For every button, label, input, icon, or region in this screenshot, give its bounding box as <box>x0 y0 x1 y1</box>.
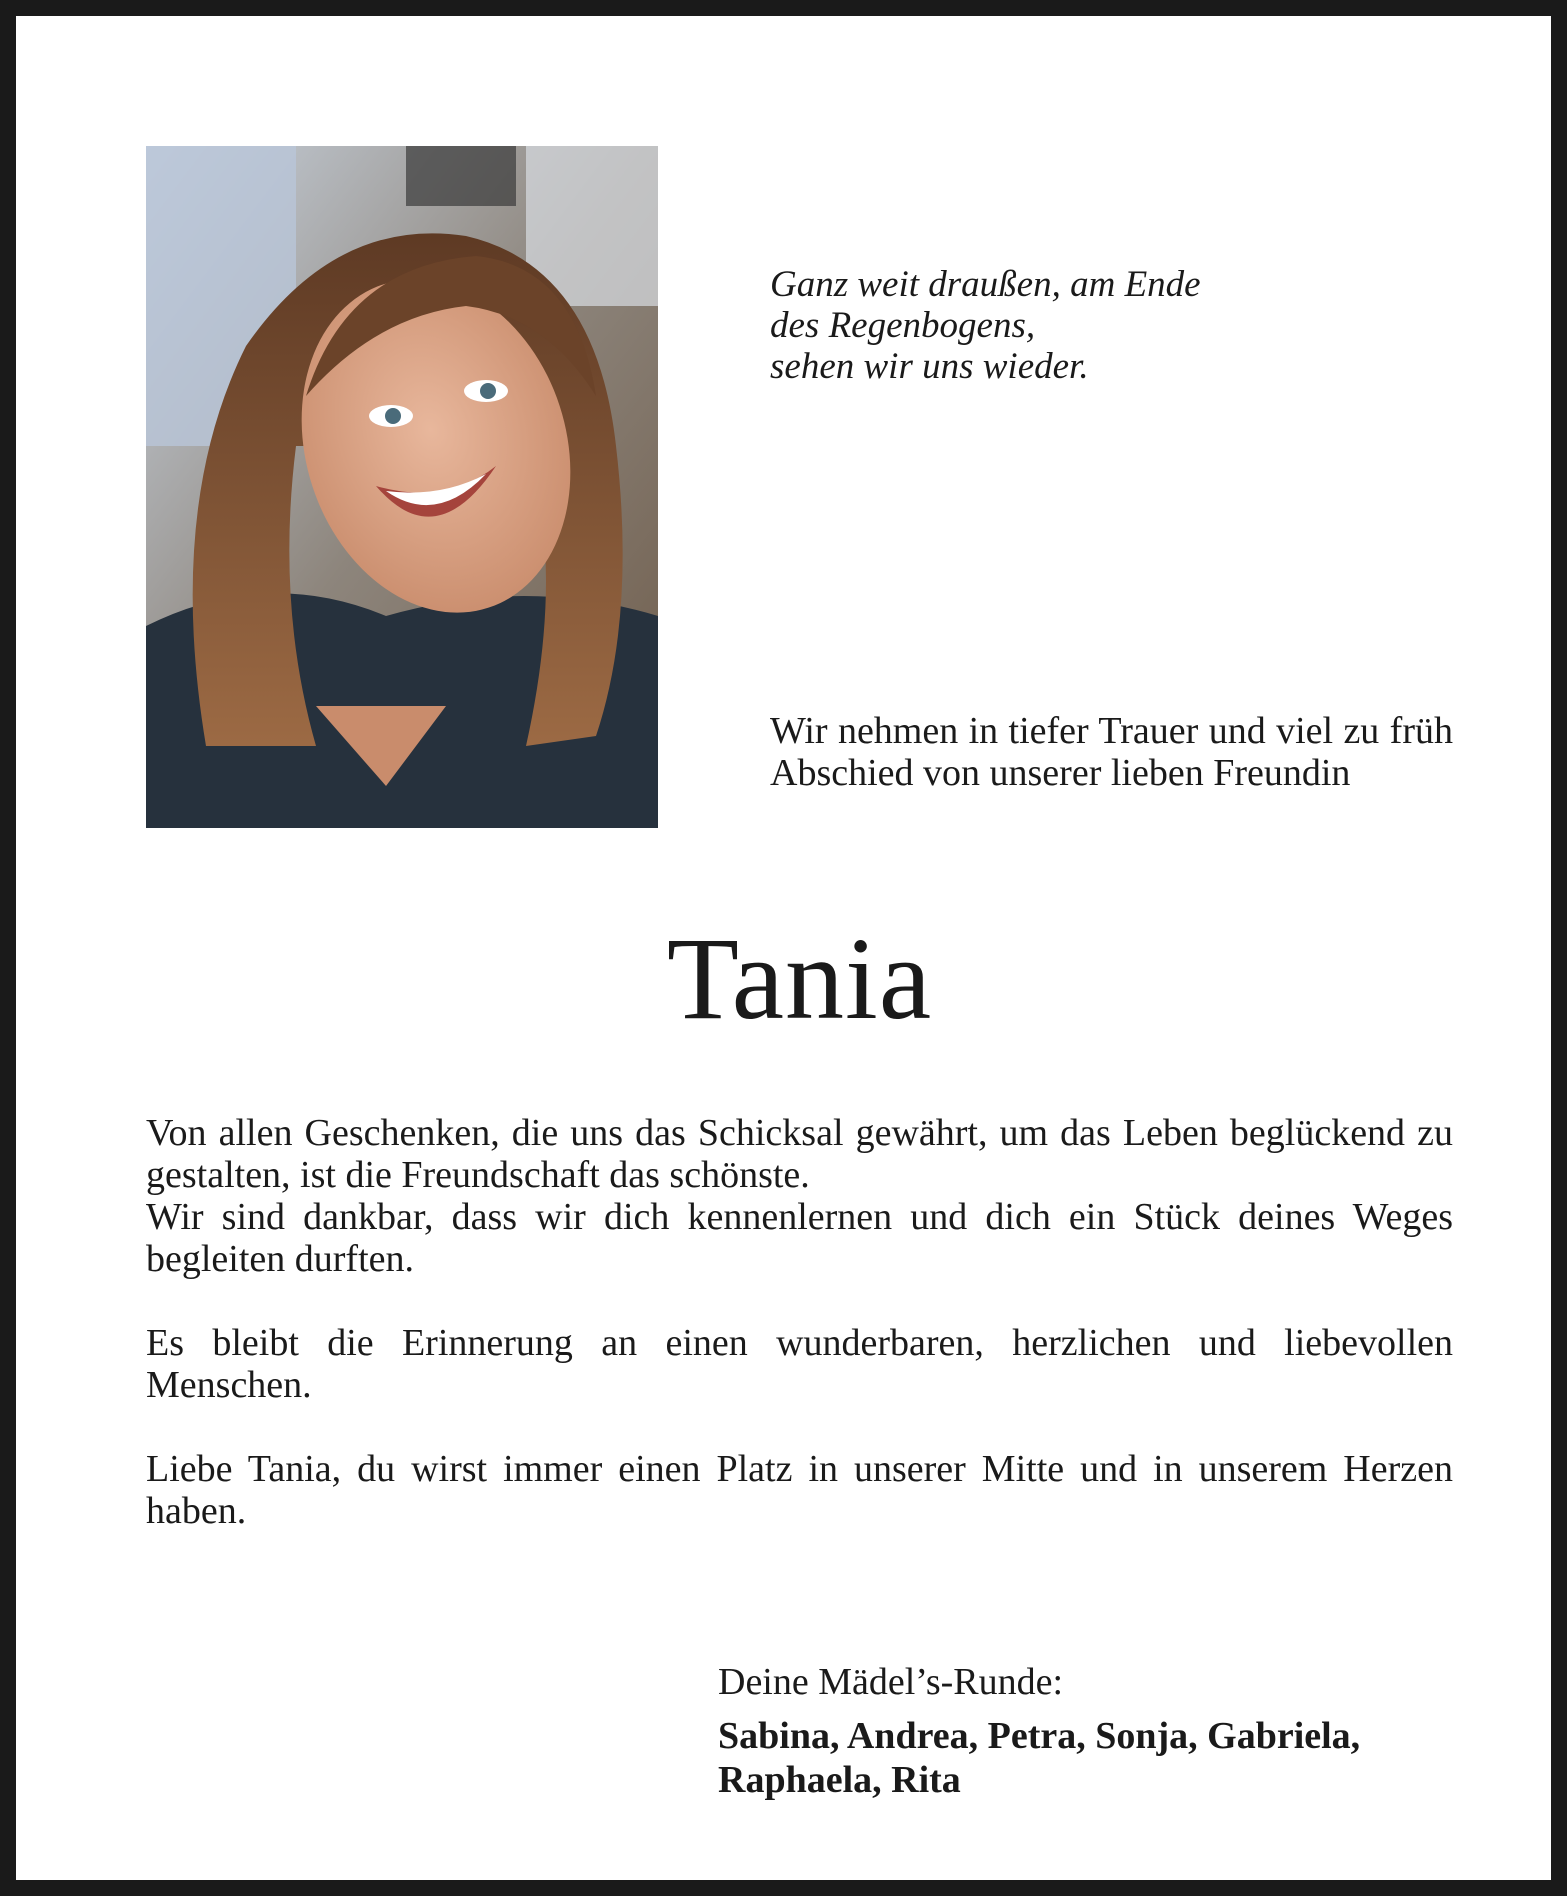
signoff-names-line: Sabina, Andrea, Petra, Sonja, Gabriela, <box>718 1715 1361 1757</box>
poem-line: Ganz weit draußen, am Ende <box>770 264 1201 305</box>
signoff-label: Deine Mädel’s-Runde: <box>718 1661 1064 1703</box>
body-paragraph <box>146 1112 1453 1280</box>
intro-text: Wir nehmen in tiefer Trauer und viel zu früh Abschied von unserer lieben Freundin <box>770 710 1453 794</box>
portrait-photo-icon <box>146 146 658 828</box>
signoff <box>718 1660 1453 1802</box>
body-paragraph <box>146 1322 1453 1406</box>
poem-line: des Regenbogens, <box>770 305 1036 346</box>
poem-quote <box>770 264 1330 387</box>
signoff-names-line: Raphaela, Rita <box>718 1759 961 1801</box>
body-sentence: Liebe Tania, du wirst immer einen Platz in unserer Mitte und in unserem Herzen haben. <box>146 1448 1453 1532</box>
portrait-photo <box>146 146 658 828</box>
body-sentence: Es bleibt die Erinnerung an einen wunderbaren, herzlichen und liebevollen Menschen. <box>146 1322 1453 1406</box>
body-paragraph <box>146 1448 1453 1532</box>
poem-line: sehen wir uns wieder. <box>770 346 1089 387</box>
signoff-names <box>718 1714 1453 1802</box>
deceased-name: Tania <box>666 913 933 1044</box>
body-sentence: Wir sind dankbar, dass wir dich kennenlernen und dich ein Stück deines Weges begleiten durften. <box>146 1196 1453 1280</box>
body-sentence: Von allen Geschenken, die uns das Schicksal gewährt, um das Leben beglückend zu gestalten, ist die Freundschaft das schönste. <box>146 1112 1453 1196</box>
body-text <box>146 1112 1453 1574</box>
